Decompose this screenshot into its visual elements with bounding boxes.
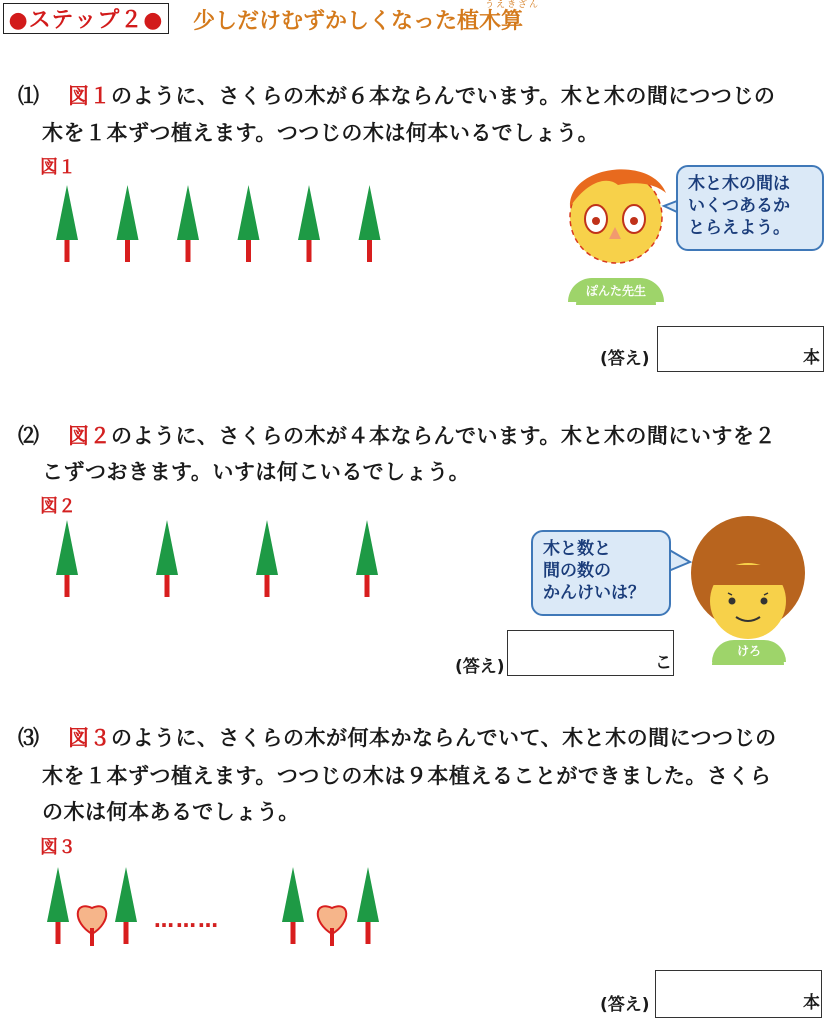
question-3-line-2: 木を１本ずつ植えます。つつじの木は９本植えることができました。さくら — [42, 764, 772, 788]
teacher-name: ぽんた先生 — [568, 278, 664, 302]
page-title: 少しだけむずかしくなった植木算 — [193, 9, 524, 34]
tree-icon — [256, 520, 278, 597]
teacher-speech-bubble: 木と木の間は いくつあるか とらえよう。 — [676, 165, 824, 251]
tree-icon — [238, 185, 260, 262]
question-1-answer-label: (答え) — [600, 349, 650, 369]
question-3-answer-field[interactable] — [655, 970, 822, 1018]
tree-icon — [282, 867, 304, 944]
figure-2-tree-row — [56, 520, 378, 597]
tree-icon — [47, 867, 69, 944]
tree-icon — [359, 185, 381, 262]
question-1-answer-unit: 本 — [803, 348, 820, 368]
question-3-answer-label: (答え) — [600, 995, 650, 1015]
tree-icon — [56, 520, 78, 597]
figure-3-tree-row — [47, 867, 379, 946]
figure-3-reference: 図３ — [68, 726, 111, 750]
question-2-answer-label: (答え) — [455, 657, 505, 677]
figure-1-label: 図１ — [40, 157, 76, 178]
tree-icon — [115, 867, 137, 944]
tree-icon — [56, 185, 78, 262]
question-1-answer-field[interactable] — [657, 326, 824, 372]
question-2-number: ⑵ — [18, 424, 39, 448]
question-2-line-1: 図２のように、さくらの木が４本ならんでいます。木と木の間にいすを２ — [68, 424, 776, 448]
question-3-number: ⑶ — [18, 726, 39, 750]
question-1-line-2: 木を１本ずつ植えます。つつじの木は何本いるでしょう。 — [42, 121, 600, 145]
azalea-icon — [318, 906, 347, 946]
tree-icon — [117, 185, 139, 262]
student-speech-bubble: 木と数と 間の数の かんけいは？ — [531, 530, 671, 616]
question-3-line-3: の木は何本あるでしょう。 — [42, 800, 300, 824]
question-1-line-1: 図１のように、さくらの木が６本ならんでいます。木と木の間につつじの — [68, 84, 776, 108]
figure-1-tree-row — [56, 185, 381, 262]
tree-icon — [356, 520, 378, 597]
question-3-answer-unit: 本 — [803, 993, 820, 1013]
figure-3-label: 図３ — [40, 837, 76, 858]
azalea-icon — [78, 906, 107, 946]
figure-3-ellipsis: ……… — [154, 908, 220, 932]
tree-icon — [357, 867, 379, 944]
tree-icon — [156, 520, 178, 597]
figure-1-reference: 図１ — [68, 84, 111, 108]
figure-2-label: 図２ — [40, 496, 76, 517]
question-1-number: ⑴ — [18, 84, 39, 108]
tree-icon — [298, 185, 320, 262]
tree-icon — [177, 185, 199, 262]
title-ruby: うえきざん — [485, 0, 541, 10]
question-2-line-2: こずつおきます。いすは何こいるでしょう。 — [42, 460, 471, 484]
question-2-answer-field[interactable] — [507, 630, 674, 676]
question-3-line-1: 図３のように、さくらの木が何本かならんでいて、木と木の間につつじの — [68, 726, 777, 750]
question-2-answer-unit: こ — [655, 653, 672, 673]
student-name: けろ — [712, 640, 786, 662]
figure-2-reference: 図２ — [68, 424, 111, 448]
step-label: ●ステップ２● — [3, 3, 169, 34]
